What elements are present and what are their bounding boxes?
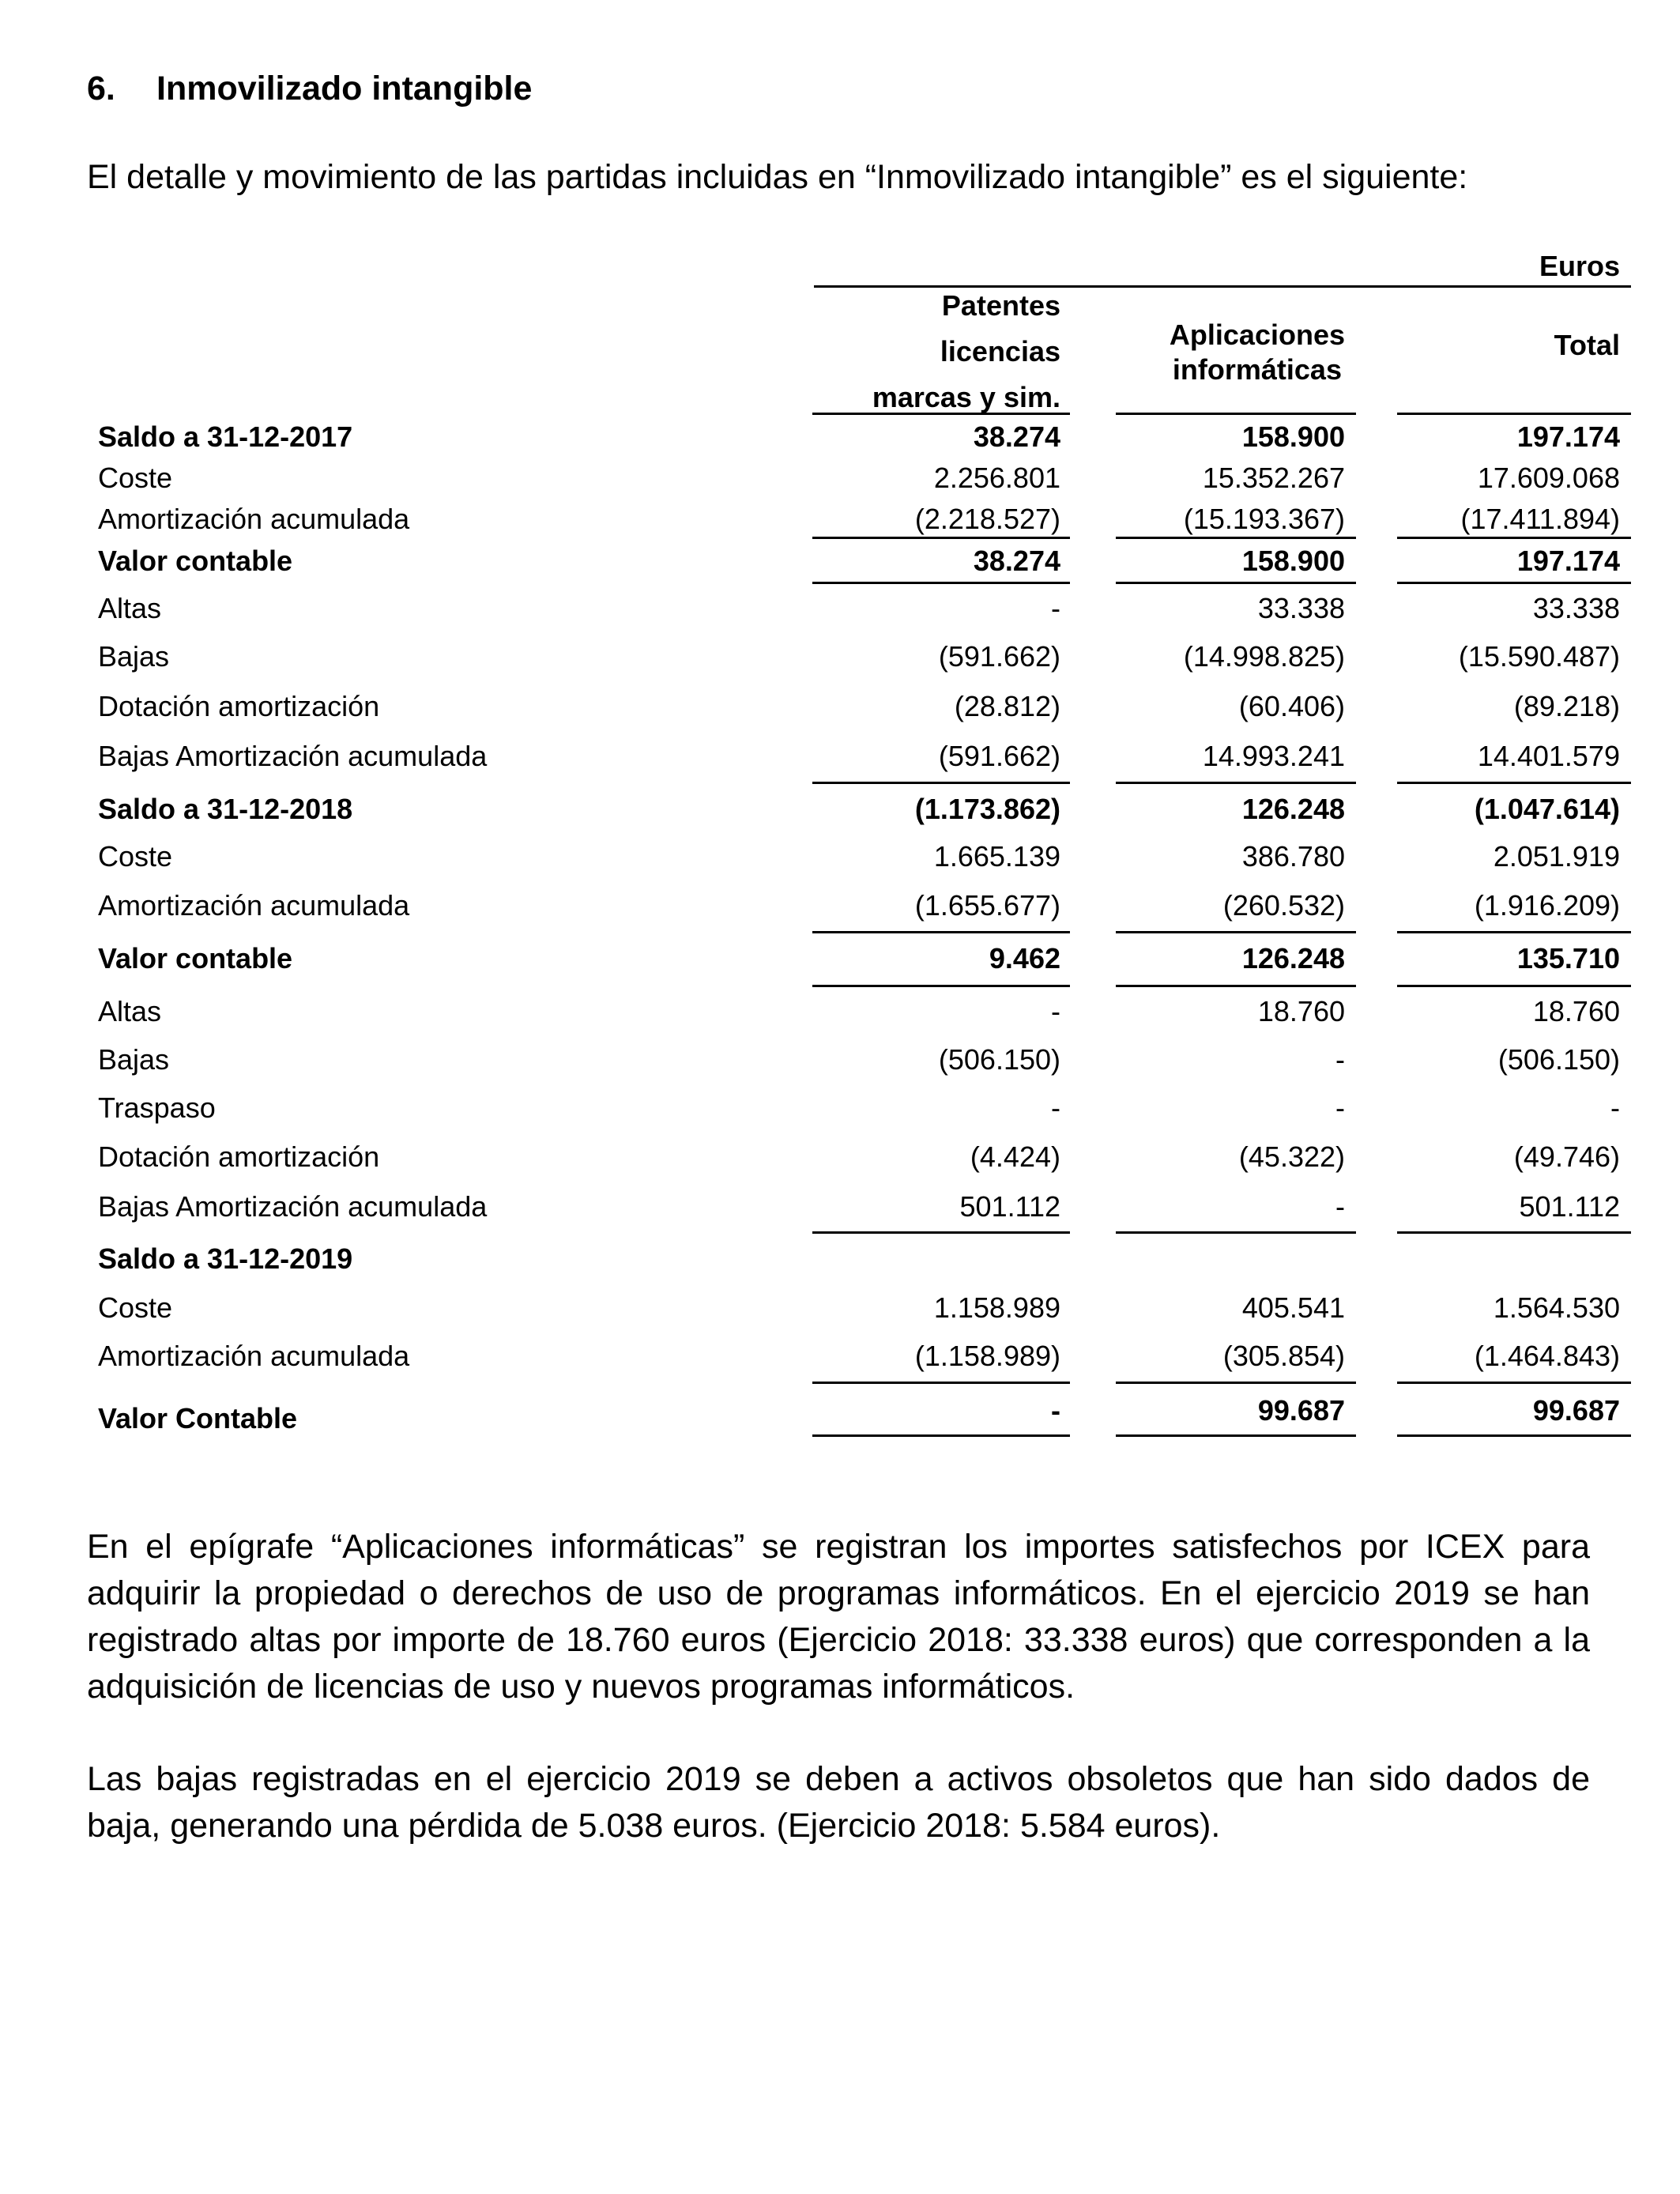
column-header-aplicaciones: Aplicaciones informáticas [1169, 319, 1345, 386]
currency-label: Euros [1539, 250, 1620, 282]
row-rule [1116, 1434, 1356, 1437]
row-rule [1397, 1382, 1631, 1384]
row-rule [812, 985, 1070, 987]
table-row [0, 1038, 1680, 1082]
cell-total: (17.411.894) [1460, 503, 1620, 535]
cell-patentes: (28.812) [954, 690, 1060, 722]
row-rule [1116, 931, 1356, 933]
table-row [0, 884, 1680, 928]
cell-patentes: (1.173.862) [914, 793, 1060, 825]
cell-patentes: (591.662) [938, 640, 1060, 673]
cell-aplicaciones: - [1335, 1091, 1345, 1124]
cell-total: 14.401.579 [1477, 740, 1620, 772]
cell-total: 135.710 [1516, 942, 1620, 974]
cell-aplicaciones: 405.541 [1241, 1291, 1345, 1324]
cell-aplicaciones: 158.900 [1241, 545, 1345, 577]
row-label: Amortización acumulada [98, 1340, 410, 1372]
row-label: Saldo a 31-12-2018 [98, 793, 353, 825]
table-row [0, 539, 1680, 583]
cell-patentes: (506.150) [938, 1043, 1060, 1076]
row-label: Bajas [98, 640, 170, 673]
row-label: Amortización acumulada [98, 503, 410, 535]
row-label: Dotación amortización [98, 690, 380, 722]
row-rule [1397, 985, 1631, 987]
table-row [0, 990, 1680, 1034]
section-heading [87, 70, 532, 108]
paragraph-aplicaciones: En el epígrafe “Aplicaciones informáticas” se registran los importes satisfechos por ICEX para adquirir la propiedad o derechos de uso de programas informáticos. En el ejercicio 2019 se han registrado altas por importe de 18.760 euros (Ejercicio 2018: 33.338 euros) que corresponden a la adquisición de licencias de uso y nuevos programas informáticos. [87, 1528, 1590, 1706]
row-rule [1116, 985, 1356, 987]
cell-aplicaciones: 15.352.267 [1202, 462, 1345, 494]
row-rule [1397, 931, 1631, 933]
cell-aplicaciones: - [1335, 1190, 1345, 1223]
table-row [0, 787, 1680, 831]
table-row [0, 586, 1680, 631]
cell-aplicaciones: 18.760 [1257, 995, 1345, 1027]
table-row [0, 734, 1680, 778]
row-rule [1397, 1231, 1631, 1234]
cell-patentes: 1.158.989 [933, 1291, 1060, 1324]
table-row [0, 456, 1680, 500]
row-label: Saldo a 31-12-2017 [98, 420, 353, 453]
section-number: 6. [87, 70, 115, 107]
table-row [0, 635, 1680, 679]
row-label: Dotación amortización [98, 1140, 380, 1173]
cell-patentes: 501.112 [959, 1190, 1060, 1223]
row-rule [812, 1382, 1070, 1384]
intro-text: El detalle y movimiento de las partidas incluidas en “Inmovilizado intangible” es el siguiente: [87, 158, 1468, 196]
cell-patentes: - [1051, 995, 1060, 1027]
row-label: Altas [98, 592, 162, 624]
table-row [0, 1286, 1680, 1330]
cell-patentes: 2.256.801 [933, 462, 1060, 494]
cell-total: (506.150) [1497, 1043, 1620, 1076]
cell-total: (1.464.843) [1474, 1340, 1620, 1372]
row-rule [1397, 582, 1631, 584]
cell-total: 1.564.530 [1493, 1291, 1620, 1324]
row-label: Coste [98, 840, 173, 873]
table-row [0, 497, 1680, 541]
section-title: Inmovilizado intangible [156, 70, 533, 107]
row-rule [812, 582, 1070, 584]
cell-patentes: (1.158.989) [914, 1340, 1060, 1372]
cell-total: (1.047.614) [1474, 793, 1620, 825]
cell-aplicaciones: 99.687 [1257, 1394, 1345, 1427]
cell-aplicaciones: 126.248 [1241, 793, 1345, 825]
cell-total: 18.760 [1532, 995, 1620, 1027]
row-rule [1116, 1231, 1356, 1234]
cell-total: - [1610, 1091, 1620, 1124]
row-label: Bajas Amortización acumulada [98, 1190, 488, 1223]
table-row [0, 835, 1680, 879]
cell-total: 17.609.068 [1477, 462, 1620, 494]
row-rule [1116, 582, 1356, 584]
row-rule [812, 1434, 1070, 1437]
cell-aplicaciones: (60.406) [1238, 690, 1345, 722]
row-label: Traspaso [98, 1091, 216, 1124]
cell-total: 197.174 [1516, 420, 1620, 453]
row-label: Bajas Amortización acumulada [98, 740, 488, 772]
cell-aplicaciones: 14.993.241 [1202, 740, 1345, 772]
cell-patentes: (1.655.677) [914, 889, 1060, 922]
cell-aplicaciones: 33.338 [1257, 592, 1345, 624]
row-label: Bajas [98, 1043, 170, 1076]
cell-total: 33.338 [1532, 592, 1620, 624]
row-label: Valor Contable [98, 1402, 298, 1434]
cell-total: (89.218) [1513, 690, 1620, 722]
cell-patentes: (4.424) [970, 1140, 1060, 1173]
cell-total: 2.051.919 [1493, 840, 1620, 873]
row-rule [1397, 1434, 1631, 1437]
cell-patentes: (2.218.527) [914, 503, 1060, 535]
row-rule [1397, 782, 1631, 784]
table-row [0, 1086, 1680, 1130]
table-row [0, 1135, 1680, 1179]
paragraph-bajas: Las bajas registradas en el ejercicio 2019 se deben a activos obsoletos que han sido dados de baja, generando una pérdida de 5.038 euros. (Ejercicio 2018: 5.584 euros). [87, 1760, 1590, 1845]
table-row [0, 415, 1680, 459]
cell-total: (49.746) [1513, 1140, 1620, 1173]
table-row [0, 937, 1680, 981]
cell-patentes: (591.662) [938, 740, 1060, 772]
cell-aplicaciones: 386.780 [1241, 840, 1345, 873]
table-row [0, 1185, 1680, 1229]
row-label: Valor contable [98, 942, 293, 974]
cell-aplicaciones: - [1335, 1043, 1345, 1076]
cell-aplicaciones: 158.900 [1241, 420, 1345, 453]
cell-aplicaciones: (15.193.367) [1183, 503, 1345, 535]
cell-total: 99.687 [1532, 1394, 1620, 1427]
cell-patentes: - [1051, 1394, 1060, 1427]
cell-aplicaciones: 126.248 [1241, 942, 1345, 974]
cell-patentes: 9.462 [989, 942, 1060, 974]
cell-patentes: 1.665.139 [933, 840, 1060, 873]
column-header-total: Total [1554, 329, 1620, 361]
row-label: Coste [98, 1291, 173, 1324]
column-header-patentes: Patentes licencias marcas y sim. [872, 289, 1060, 413]
cell-total: (15.590.487) [1458, 640, 1620, 673]
cell-aplicaciones: (45.322) [1238, 1140, 1345, 1173]
cell-patentes: - [1051, 592, 1060, 624]
row-label: Saldo a 31-12-2019 [98, 1242, 353, 1275]
table-row [0, 1334, 1680, 1378]
table-row [0, 684, 1680, 729]
row-label: Altas [98, 995, 162, 1027]
row-rule [1116, 782, 1356, 784]
cell-aplicaciones: (14.998.825) [1183, 640, 1345, 673]
row-rule [812, 931, 1070, 933]
row-rule [812, 1231, 1070, 1234]
row-rule [1116, 1382, 1356, 1384]
cell-total: 197.174 [1516, 545, 1620, 577]
cell-aplicaciones: (305.854) [1222, 1340, 1345, 1372]
cell-aplicaciones: (260.532) [1222, 889, 1345, 922]
row-label: Amortización acumulada [98, 889, 410, 922]
table-row [0, 1237, 1680, 1281]
row-label: Valor contable [98, 545, 293, 577]
cell-patentes: 38.274 [973, 545, 1060, 577]
cell-total: 501.112 [1519, 1190, 1620, 1223]
cell-patentes: 38.274 [973, 420, 1060, 453]
row-rule [812, 782, 1070, 784]
row-label: Coste [98, 462, 173, 494]
cell-total: (1.916.209) [1474, 889, 1620, 922]
cell-patentes: - [1051, 1091, 1060, 1124]
